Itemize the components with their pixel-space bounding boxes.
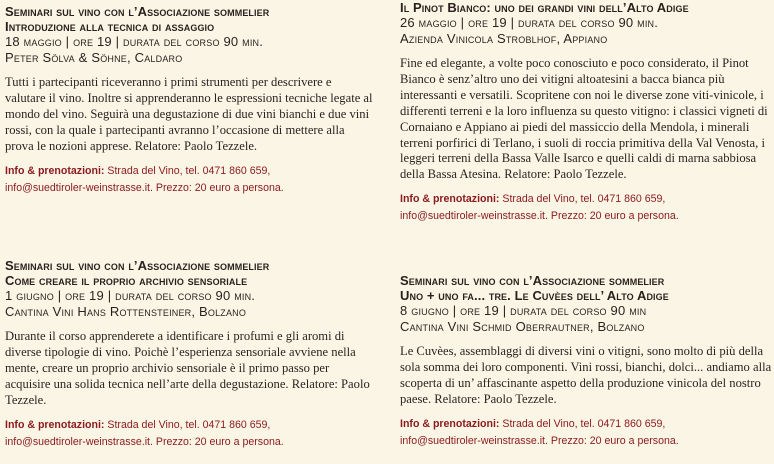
- event-introduzione-assaggio: [5, 4, 373, 197]
- event-venue: Cantina Vini Hans Rottensteiner, Bolzano: [5, 304, 247, 319]
- event-date: 26 maggio | ore 19 | durata del corso 90 min.: [400, 15, 659, 30]
- event-description: [5, 329, 373, 409]
- info-email: info@suedtiroler-weinstrasse.it.: [400, 210, 548, 223]
- speaker-text: Relatore: Paolo Tezzele.: [504, 167, 627, 182]
- event-title: Uno + uno fa... tre. Le Cuvèes dell’ Alto Adige: [400, 288, 669, 303]
- event-date: 18 maggio | ore 19 | durata del corso 90 min.: [5, 34, 264, 49]
- info-email: info@suedtiroler-weinstrasse.it.: [5, 435, 153, 448]
- info-block: [5, 417, 373, 451]
- event-venue: Peter Sölva & Söhne, Caldaro: [5, 50, 183, 65]
- event-venue: Azienda Vinicola Stroblhof, Appiano: [400, 31, 608, 46]
- info-block: [5, 163, 373, 197]
- info-price: Prezzo: 20 euro a persona.: [155, 181, 284, 194]
- event-title: Il Pinot Bianco: uno dei grandi vini dell’Alto Adige: [400, 0, 689, 15]
- event-date: 8 giugno | ore 19 | durata del corso 90 min: [400, 303, 647, 318]
- event-description: [5, 75, 373, 155]
- description-text: Durante il corso apprenderete a identificare i profumi e gli aromi di diverse tipologie di vino. Poichè l’esperienza sensoriale avviene nella mente, creare un proprio archivio sensoriale è il primo passo per acquisire una solida tecnica nell’arte della degustazione.: [5, 329, 356, 391]
- description-text: Tutti i partecipanti riceveranno i primi strumenti per descrivere e valutare il vino. Inoltre si apprenderanno le espressioni tecniche legate al mondo del vino. Seguirà una degustazione di due vini bianchi e due vini rossi, con la quale i partecipanti avranno l’occasione di mettere alla prova le nozioni apprese.: [5, 75, 373, 153]
- info-block: [400, 416, 772, 450]
- info-label: Info & prenotazioni:: [5, 418, 105, 431]
- event-series-title: Seminari sul vino con l’Associazione sommelier: [5, 4, 270, 19]
- info-contact: Strada del Vino, tel. 0471 860 659,: [502, 193, 666, 206]
- event-description: [400, 56, 772, 183]
- info-contact: Strada del Vino, tel. 0471 860 659,: [107, 418, 271, 431]
- info-label: Info & prenotazioni:: [400, 417, 500, 430]
- event-description: [400, 344, 772, 408]
- event-series-title: Seminari sul vino con l’Associazione sommelier: [400, 273, 665, 288]
- event-archivio-sensoriale: [5, 258, 373, 451]
- event-pinot-bianco: [400, 0, 772, 225]
- info-email: info@suedtiroler-weinstrasse.it.: [5, 181, 153, 194]
- speaker-text: Relatore: Paolo Tezzele.: [5, 376, 370, 407]
- info-contact: Strada del Vino, tel. 0471 860 659,: [502, 417, 666, 430]
- event-series-title: Seminari sul vino con l’Associazione sommelier: [5, 258, 270, 273]
- event-venue: Cantina Vini Schmid Oberrautner, Bolzano: [400, 319, 645, 334]
- info-price: Prezzo: 20 euro a persona.: [550, 434, 679, 447]
- speaker-text: Relatore: Paolo Tezzele.: [134, 138, 258, 153]
- event-cuvees: [400, 273, 772, 450]
- speaker-text: Relatore: Paolo Tezzele.: [434, 391, 557, 406]
- info-block: [400, 191, 772, 225]
- event-date: 1 giugno | ore 19 | durata del corso 90 min.: [5, 288, 256, 303]
- info-price: Prezzo: 20 euro a persona.: [155, 435, 284, 448]
- event-title: Introduzione alla tecnica di assaggio: [5, 19, 215, 34]
- info-label: Info & prenotazioni:: [5, 164, 105, 177]
- info-price: Prezzo: 20 euro a persona.: [550, 210, 679, 223]
- info-email: info@suedtiroler-weinstrasse.it.: [400, 434, 548, 447]
- info-label: Info & prenotazioni:: [400, 193, 500, 206]
- description-text: Fine ed elegante, a volte poco conosciuto e poco considerato, il Pinot Bianco è senz’altro uno dei vitigni altoatesini a bacca bianca più interessanti e versatili. Scopritene con noi le diverse zone viti-vinicole, i differenti terreni e la loro influenza su questo vitigno: i classici vigneti di Cornaiano e Appiano ai piedi del massiccio della Mendola, i minerali terreni porfirici di Terlano, i suoli di roccia primitiva della Val Venosta, i leggeri terreni della Bassa Valle Isarco e quelli caldi di marna sabbiosa della Bassa Atesina.: [400, 56, 768, 182]
- description-text: Le Cuvèes, assemblaggi di diversi vini o vitigni, sono molto di più della sola somma dei loro componenti. Vini rossi, bianchi, dolci... andiamo alla scoperta di un’ affascinante aspetto della produzione vinicola del nostro paese.: [400, 344, 772, 406]
- info-contact: Strada del Vino, tel. 0471 860 659,: [107, 164, 271, 177]
- event-title: Come creare il proprio archivio sensoriale: [5, 273, 248, 288]
